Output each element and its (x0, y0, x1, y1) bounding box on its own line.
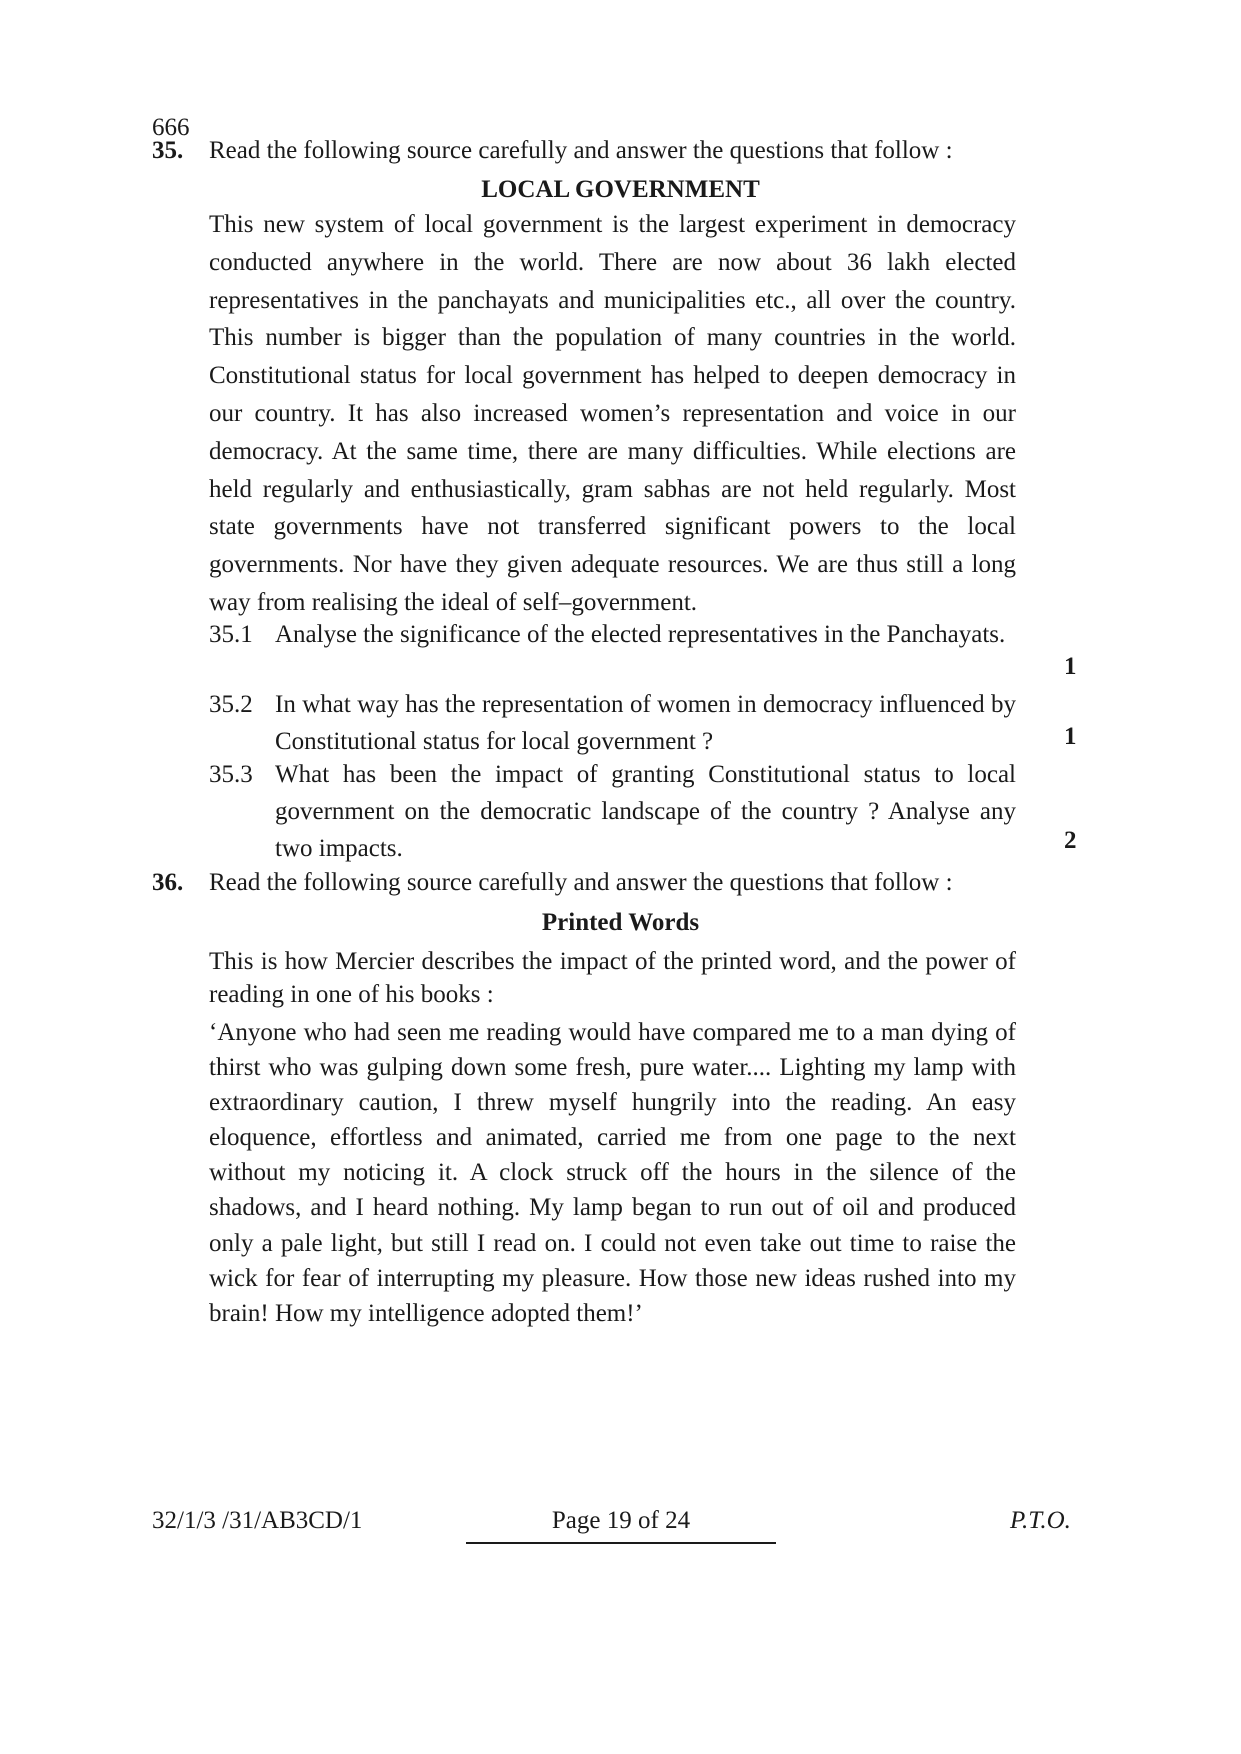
source-heading: Printed Words (541, 909, 700, 936)
subquestion-text: Analyse the significance of the elected representatives in the Panchayats. (275, 621, 1006, 648)
subquestion-text: What has been the impact of granting Constitutional status to local government on the democratic landscape of the country ? Analyse any two impacts. (275, 761, 1016, 862)
subquestion-number: 35.3 (209, 761, 253, 788)
marks: 1 (1064, 653, 1077, 680)
source-passage: This new system of local government is the largest experiment in democracy conducted anywhere in the world. There are now about 36 lakh elected representatives in the panchayats and municipalities etc., all over the country. This number is bigger than the population of many countries in the world. Constitutional status for local government has helped to deepen democracy in our country. It has also increased women’s representation and voice in our democracy. At the same time, there are many difficulties. While elections are held regularly and enthusiastically, gram sabhas are not held regularly. Most state governments have not transferred significant powers to the local governments. Nor have they given adequate resources. We are thus still a long way from realising the ideal of self–government. (209, 211, 1016, 616)
page-indicator: Page 19 of 24 (551, 1507, 691, 1534)
subquestion-35-3 (209, 756, 1089, 867)
page-indicator-underline (466, 1542, 776, 1544)
paper-code: 32/1/3 /31/AB3CD/1 (152, 1507, 363, 1534)
question-number: 35. (152, 137, 184, 164)
marks: 1 (1064, 723, 1077, 750)
subquestion-text: In what way has the representation of women in democracy influenced by Constitutional status for local government ? (275, 691, 1016, 755)
question-stem: Read the following source carefully and answer the questions that follow : (209, 869, 953, 896)
please-turn-over: P.T.O. (1010, 1507, 1071, 1534)
source-quote: ‘Anyone who had seen me reading would have compared me to a man dying of thirst who was gulping down some fresh, pure water.... Lighting my lamp with extraordinary caution, I threw myself hungrily into the reading. An easy eloquence, effortless and animated, carried me from one page to the next without my noticing it. A clock struck off the hours in the silence of the shadows, and I heard nothing. My lamp began to run out of oil and produced only a pale light, but still I read on. I could not even take out time to raise the wick for fear of interrupting my pleasure. How those new ideas rushed into my brain! How my intelligence adopted them!’ (209, 1019, 1016, 1327)
marks: 2 (1064, 827, 1077, 854)
question-stem: Read the following source carefully and answer the questions that follow : (209, 137, 953, 164)
subquestion-35-2 (209, 686, 1089, 760)
source-heading: LOCAL GOVERNMENT (481, 176, 760, 203)
source-intro: This is how Mercier describes the impact of the printed word, and the power of reading in one of his books : (209, 948, 1016, 1008)
subquestion-number: 35.2 (209, 691, 253, 718)
subquestion-number: 35.1 (209, 621, 253, 648)
page-number: 666 (152, 114, 190, 141)
subquestion-35-1 (209, 616, 1089, 690)
question-number: 36. (152, 869, 184, 896)
